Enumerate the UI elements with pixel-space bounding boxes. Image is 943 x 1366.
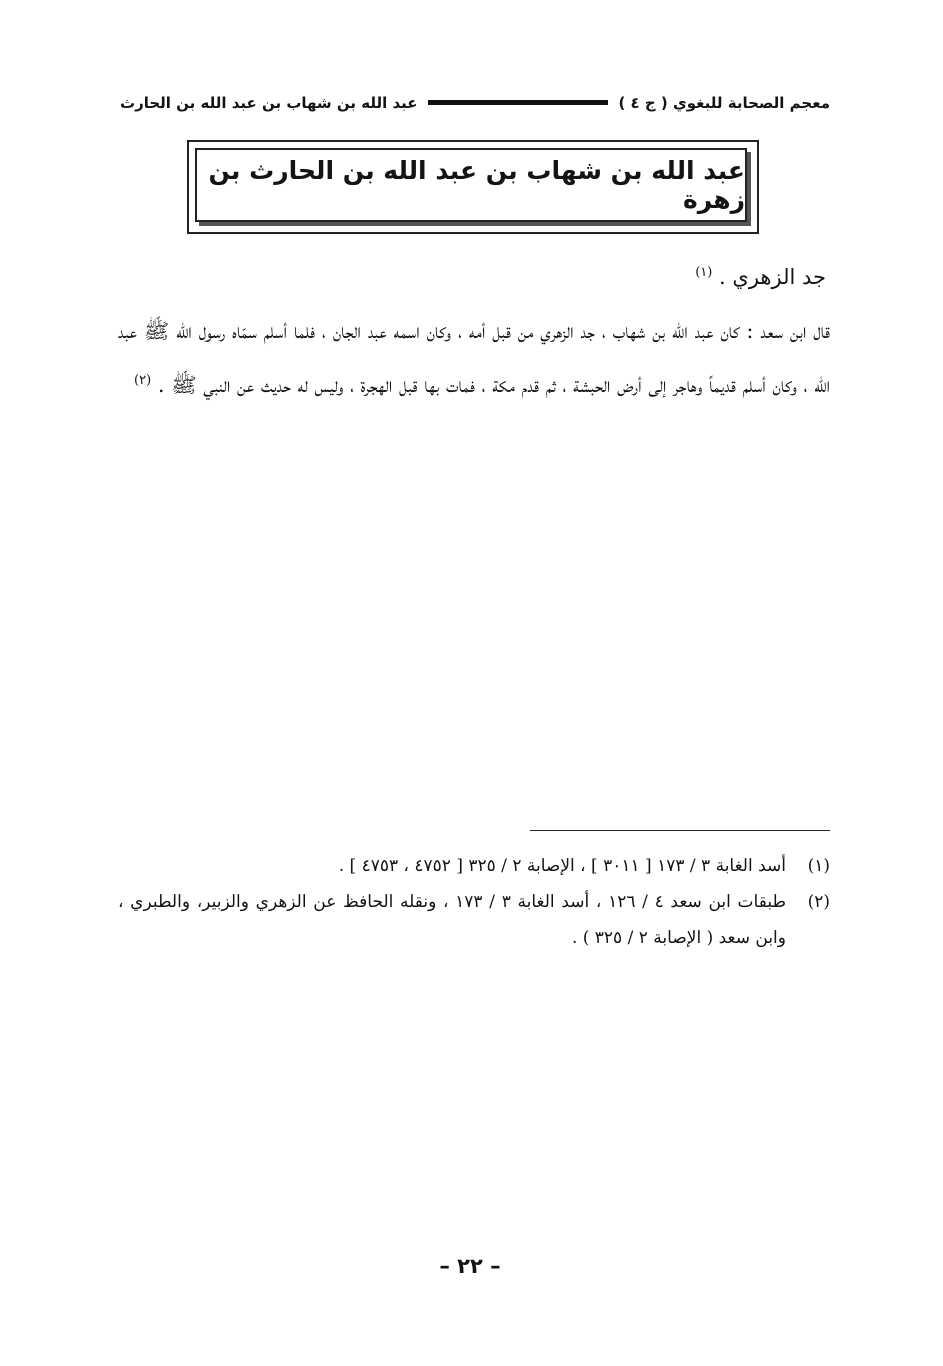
footnote-1-number: (١)	[807, 856, 830, 876]
footnote-ref-2: (٢)	[134, 373, 152, 388]
header-rule	[428, 100, 609, 105]
footnote-2-number: (٢)	[807, 892, 830, 912]
book-title: معجم الصحابة للبغوي ( ج ٤ )	[618, 94, 830, 112]
body-line-1	[118, 250, 830, 304]
footnote-1	[118, 848, 830, 884]
entry-heading: عبد الله بن شهاب بن عبد الله بن الحارث بن زهرة	[208, 156, 745, 214]
title-box	[195, 148, 747, 222]
footnote-rule	[530, 830, 830, 831]
running-header	[120, 88, 830, 118]
footnote-2-text: طبقات ابن سعد ٤ / ١٢٦ ، أسد الغابة ٣ / ١٧٣ ، ونقله الحافظ عن الزهري والزبير، والطبري ، وابن سعد ( الإصابة ٢ / ٣٢٥ ) .	[118, 892, 786, 948]
footnote-2	[118, 884, 830, 956]
title-frame	[187, 140, 759, 234]
body-line-1-text: جد الزهري .	[719, 265, 826, 289]
page-number: – ٢٢ –	[439, 1254, 501, 1278]
body-paragraph	[118, 304, 830, 412]
footnote-ref-1: (١)	[695, 265, 713, 280]
footnote-1-text: أسد الغابة ٣ / ١٧٣ [ ٣٠١١ ] ، الإصابة ٢ / ٣٢٥ [ ٤٧٥٢ ، ٤٧٥٣ ] .	[338, 856, 786, 876]
footnotes	[118, 848, 830, 956]
entry-title: عبد الله بن شهاب بن عبد الله بن الحارث	[120, 94, 418, 112]
body-paragraph-text: قال ابن سعد : كان عبد الله بن شهاب ، جد الزهري من قبل أمه ، وكان اسمه عبد الجان ، فلما أسلم سمّاه رسول الله ﷺ عبد الله ، وكان أسلم قديماً وهاجر إلى أرض الحبشة ، ثم قدم مكة ، فمات بها قبل الهجرة ، وليس له حديث عن النبي ﷺ .	[118, 319, 830, 397]
body-text	[118, 250, 830, 412]
